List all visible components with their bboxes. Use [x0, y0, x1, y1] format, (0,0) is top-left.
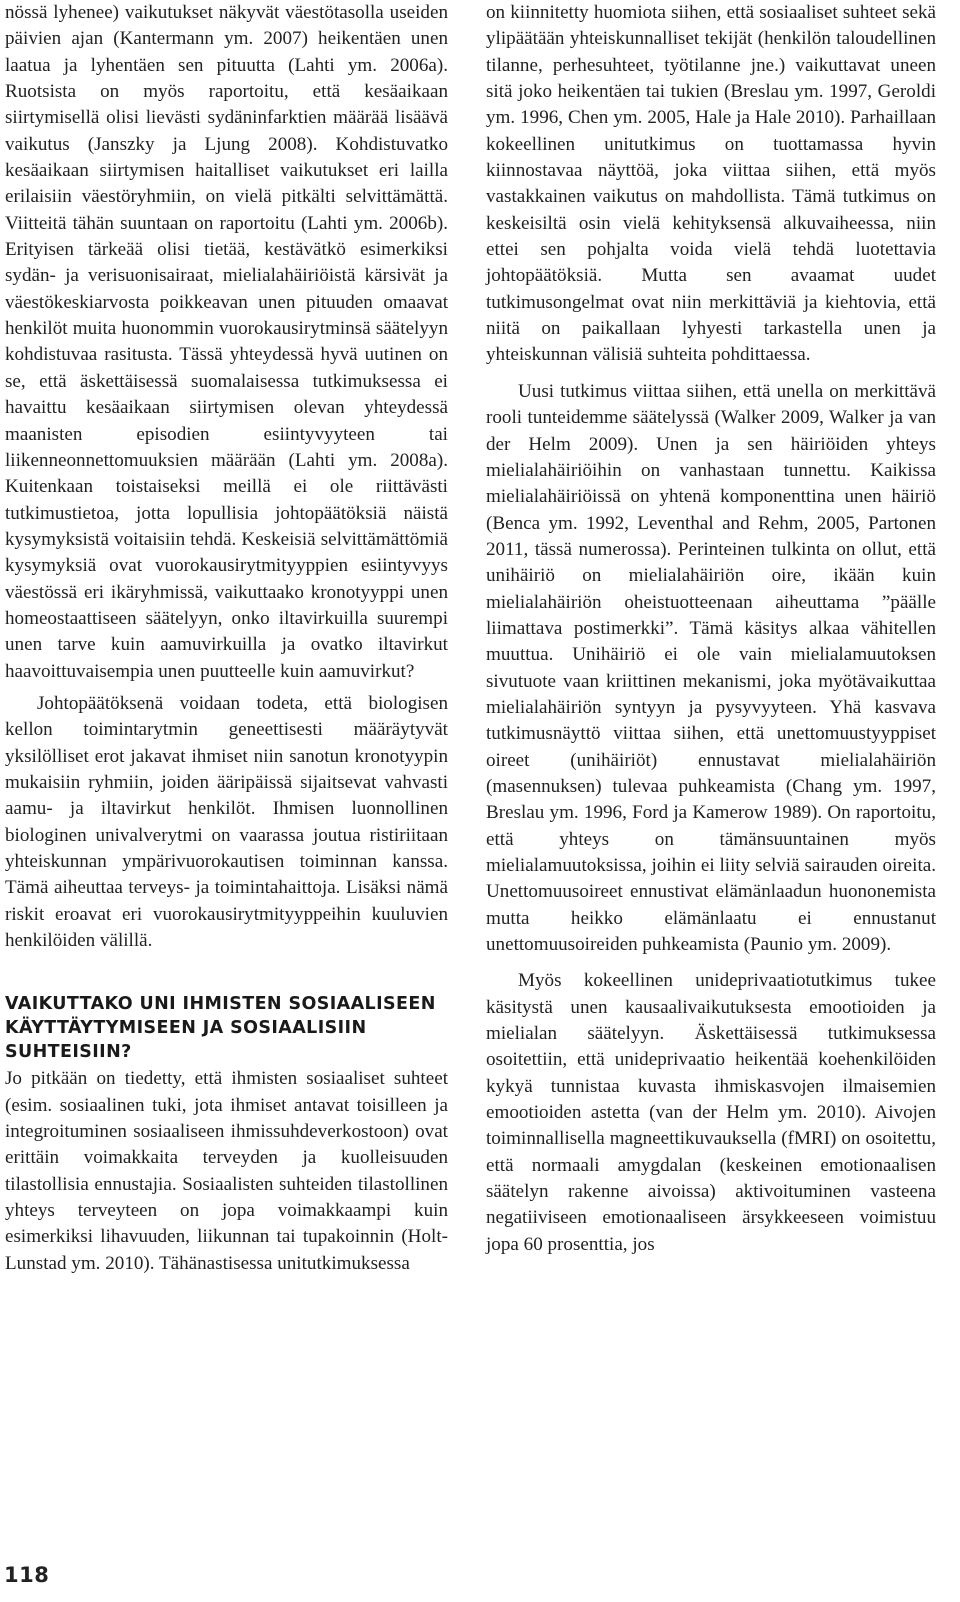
section-heading-line: VAIKUTTAKO UNI IHMISTEN SOSIAALISEEN [5, 994, 436, 1015]
left-column [5, 0, 448, 1277]
body-paragraph: Jo pitkään on tiedetty, että ihmisten sosiaaliset suhteet (esim. sosiaalinen tuki, jota ihmiset antavat toisilleen ja integroituminen sosiaaliseen ihmissuhdeverkostoon) ovat erittäin voimakkaita terveyden ja kuolleisuuden tilastollisia ennustajia. Sosiaalisten suhteiden tilastollinen yhteys terveyteen on jopa voimakkaampi kuin esimerkiksi lihavuuden, liikunnan tai tupakoinnin (Holt-Lunstad ym. 2010). Tähänastisessa unitutkimuksessa [5, 1068, 448, 1274]
right-column [486, 0, 936, 1258]
body-paragraph: nössä lyhenee) vaikutukset näkyvät väestötasolla useiden päivien ajan (Kantermann ym. 2007) heikentäen unen laatua ja lyhentäen sen pituutta (Lahti ym. 2006a). Ruotsista on myös raportoitu, että kesäaikaan siirtymisellä olisi lievästi sydäninfarktien määrää lisäävä vaikutus (Janszky ja Ljung 2008). Kohdistuvatko kesäaikaan siirtymisen haitalliset vaikutukset eri lailla erilaisiin väestöryhmiin, on vielä pitkälti selvittämättä. Viitteitä tähän suuntaan on raportoitu (Lahti ym. 2006b). Erityisen tärkeää olisi tietää, kestävätkö esimerkiksi sydän- ja verisuonisairaat, mielialahäiriöistä kärsivät ja väestökeskiarvosta poikkeavan unen pituuden omaavat henkilöt muita huonommin vuorokausirytminsä säätelyyn kohdistuvaa rasitusta. Tässä yhteydessä hyvä uutinen on se, että äskettäisessä suomalaisessa tutkimuksessa ei havaittu kesäaikaan siirtymisen olevan yhteydessä maanisten episodien esiintyvyyteen tai liikenneonnettomuuksien määrään (Lahti ym. 2008a). Kuitenkaan toistaiseksi meillä ei ole riittävästi tutkimustietoa, jotta lopullisia johtopäätöksiä näistä kysymyksistä voitaisiin tehdä. Keskeisiä selvittämättömiä kysymyksiä ovat vuorokausirytmityyppien esiintyvyys väestössä eri ikäryhmissä, vaikuttaako kronotyyppi unen homeostaattiseen säätelyyn, onko iltavirkuilla suurempi unen tarve kuin aamuvirkuilla ja ovatko iltavirkut haavoittuvaisempia unen puutteelle kuin aamuvirkut? [5, 2, 448, 682]
section-heading [5, 992, 448, 1064]
section-heading-line: KÄYTTÄYTYMISEEN JA SOSIAALISIIN SUHTEISIIN? [5, 1018, 367, 1063]
body-paragraph: on kiinnitetty huomiota siihen, että sosiaaliset suhteet sekä ylipäätään yhteiskunnalliset tekijät (henkilön taloudellinen tilanne, perhesuhteet, työtilanne jne.) vaikuttavat uneen sitä joko heikentäen tai tukien (Breslau ym. 1997, Geroldi ym. 1996, Chen ym. 2005, Hale ja Hale 2010). Parhaillaan kokeellinen unitutkimus on tuottamassa hyvin kiinnostavaa näyttöä, joka viittaa siihen, että myös vastakkainen vaikutus on mahdollista. Tämä tutkimus on keskeisiltä osin vielä kehityksensä alkuvaiheessa, niin ettei sen pohjalta voida vielä tehdä luotettavia johtopäätöksiä. Mutta sen avaamat uudet tutkimusongelmat ovat niin merkittäviä ja kiehtovia, että niitä on paikallaan lyhyesti tarkastella unen ja yhteiskunnan välisiä suhteita pohdittaessa. [486, 2, 936, 366]
body-paragraph: Johtopäätöksenä voidaan todeta, että biologisen kellon toimintarytmin geneettisesti määräytyvät yksilölliset erot jakavat ihmiset niin sanotun kronotyypin mukaisiin ryhmiin, joiden ääripäissä sijaitsevat vahvasti aamu- ja iltavirkut henkilöt. Ihmisen luonnollinen biologinen univalverytmi on vaarassa joutua ristiriitaan yhteiskunnan ympärivuorokautisen toiminnan kanssa. Tämä aiheuttaa terveys- ja toimintahaittoja. Lisäksi nämä riskit eroavat eri vuorokausirytmityyppeihin kuuluvien henkilöiden välillä. [5, 692, 448, 952]
body-paragraph: Uusi tutkimus viittaa siihen, että unella on merkittävä rooli tunteidemme säätelyssä (Walker 2009, Walker ja van der Helm 2009). Unen ja sen häiriöiden yhteys mielialahäiriöihin on vanhastaan tunnettu. Kaikissa mielialahäiriöissä on yhtenä komponenttina unen häiriö (Benca ym. 1992, Leventhal and Rehm, 2005, Partonen 2011, tässä numerossa). Perinteinen tulkinta on ollut, että unihäiriö on mielialahäiriön oire, ikään kuin mielialahäiriön oheistuotteenaan aiheuttama ”päälle liimattava postimerkki”. Tämä käsitys alkaa vähitellen muuttua. Unihäiriö ei ole vain mielialamuutoksen sivutuote vaan kriittinen mekanismi, joka myötävaikuttaa mielialahäiriön syntyyn ja pysyvyyteen. Yhä kasvava tutkimusnäyttö viittaa siihen, että unettomuustyyppiset oireet (unihäiriöt) ennustavat mielialahäiriön (masennuksen) tulevaa puhkeamista (Chang ym. 1997, Breslau ym. 1996, Ford ja Kamerow 1989). On raportoitu, että yhteys on tämänsuuntainen myös mielialamuutoksissa, joihin ei liity selviä sairauden oireita. Unettomuusoireet ennustivat elämänlaadun huononemista mutta heikko elämänlaatu ei ennustanut unettomuusoireiden puhkeamista (Paunio ym. 2009). [486, 380, 936, 956]
body-paragraph: Myös kokeellinen unideprivaatiotutkimus tukee käsitystä unen kausaalivaikutuksesta emootioiden ja mielialan säätelyyn. Äskettäisessä tutkimuksessa osoitettiin, että unideprivaatio heikentää koehenkilöiden kykyä tunnistaa kuvasta ihmiskasvojen ilmaisemien emootioiden astetta (van der Helm ym. 2010). Aivojen toiminnallisella magneettikuvauksella (fMRI) on osoitettu, että normaali amygdalan (keskeinen emotionaalisen säätelyn rakenne aivoissa) aktivoituminen vasteena negatiiviseen emotionaaliseen ärsykkeeseen voimistuu jopa 60 prosenttia, jos [486, 970, 936, 1255]
page-number: 118 [4, 1563, 50, 1587]
